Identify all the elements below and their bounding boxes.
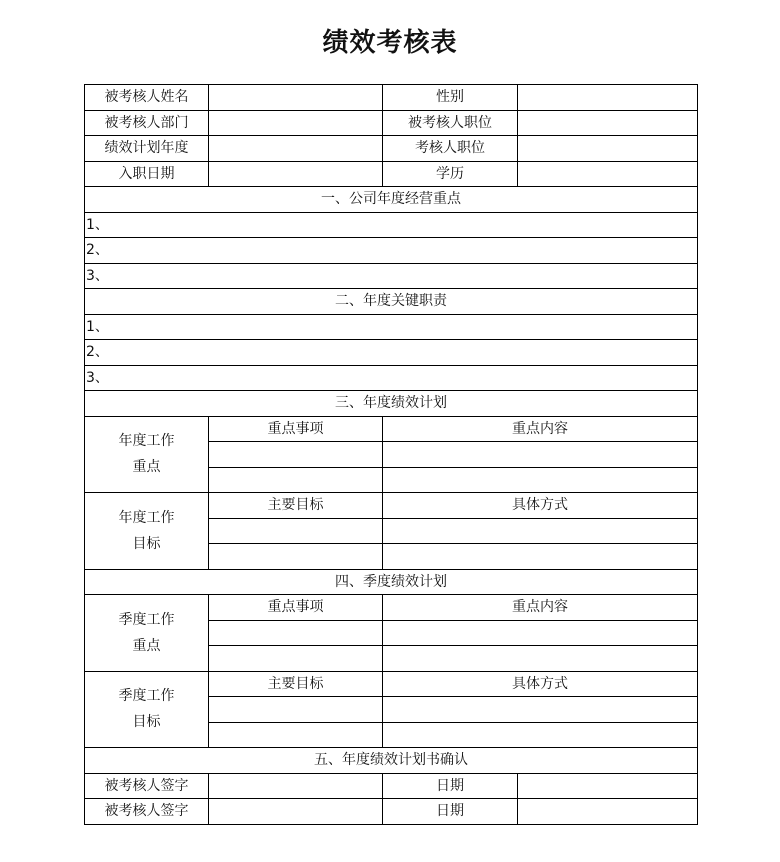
position-field[interactable]: [518, 110, 698, 136]
reviewer-field[interactable]: [518, 136, 698, 162]
basic-row-join: [85, 161, 698, 187]
section5-title: 五、年度绩效计划书确认: [85, 748, 698, 774]
section3-goal-col1: 主要目标: [209, 493, 383, 519]
section4-goal-method-cell[interactable]: [383, 722, 698, 748]
basic-row-year: [85, 136, 698, 162]
section3-goal-method-cell[interactable]: [383, 518, 698, 544]
section4-focus-col2: 重点内容: [383, 595, 698, 621]
join-date-label: 入职日期: [85, 161, 209, 187]
section4-goal-col1: 主要目标: [209, 671, 383, 697]
section2-title: 二、年度关键职责: [85, 289, 698, 315]
section4-focus-item-cell[interactable]: [209, 620, 383, 646]
section3-goal-item-cell[interactable]: [209, 518, 383, 544]
section3-focus-content-cell[interactable]: [383, 442, 698, 468]
section4-focus-item-cell[interactable]: [209, 646, 383, 672]
section3-goal-label: 年度工作 目标: [85, 493, 209, 570]
reviewer-label: 考核人职位: [383, 136, 518, 162]
section4-title: 四、季度绩效计划: [85, 569, 698, 595]
section4-goal-method-cell[interactable]: [383, 697, 698, 723]
section1-item-1[interactable]: 1、: [85, 212, 698, 238]
basic-row-dept: [85, 110, 698, 136]
signature-label: 被考核人签字: [85, 773, 209, 799]
gender-field[interactable]: [518, 85, 698, 111]
date-field[interactable]: [518, 799, 698, 825]
name-label: 被考核人姓名: [85, 85, 209, 111]
section4-focus-label: 季度工作 重点: [85, 595, 209, 672]
dept-field[interactable]: [209, 110, 383, 136]
date-label: 日期: [383, 773, 518, 799]
name-field[interactable]: [209, 85, 383, 111]
signature-label: 被考核人签字: [85, 799, 209, 825]
section2-item-1[interactable]: 1、: [85, 314, 698, 340]
section4-focus-col1: 重点事项: [209, 595, 383, 621]
section3-focus-item-cell[interactable]: [209, 442, 383, 468]
section4-goal-item-cell[interactable]: [209, 697, 383, 723]
section3-goal-item-cell[interactable]: [209, 544, 383, 570]
section4-focus-content-cell[interactable]: [383, 646, 698, 672]
position-label: 被考核人职位: [383, 110, 518, 136]
section1-item-3[interactable]: 3、: [85, 263, 698, 289]
section3-goal-col2: 具体方式: [383, 493, 698, 519]
signature-field[interactable]: [209, 773, 383, 799]
year-field[interactable]: [209, 136, 383, 162]
section2-item-2[interactable]: 2、: [85, 340, 698, 366]
basic-row-name: [85, 85, 698, 111]
section1-title: 一、公司年度经营重点: [85, 187, 698, 213]
section3-focus-col2: 重点内容: [383, 416, 698, 442]
section4-focus-content-cell[interactable]: [383, 620, 698, 646]
section4-goal-col2: 具体方式: [383, 671, 698, 697]
join-date-field[interactable]: [209, 161, 383, 187]
section3-focus-label: 年度工作 重点: [85, 416, 209, 493]
section4-goal-label: 季度工作 目标: [85, 671, 209, 748]
section3-focus-item-cell[interactable]: [209, 467, 383, 493]
gender-label: 性别: [383, 85, 518, 111]
section1-item-2[interactable]: 2、: [85, 238, 698, 264]
date-field[interactable]: [518, 773, 698, 799]
section3-title: 三、年度绩效计划: [85, 391, 698, 417]
section3-goal-method-cell[interactable]: [383, 544, 698, 570]
performance-review-form: [84, 84, 698, 825]
date-label: 日期: [383, 799, 518, 825]
signature-field[interactable]: [209, 799, 383, 825]
dept-label: 被考核人部门: [85, 110, 209, 136]
page-title: 绩效考核表: [322, 28, 458, 58]
section2-item-3[interactable]: 3、: [85, 365, 698, 391]
section3-focus-content-cell[interactable]: [383, 467, 698, 493]
education-label: 学历: [383, 161, 518, 187]
education-field[interactable]: [518, 161, 698, 187]
section4-goal-item-cell[interactable]: [209, 722, 383, 748]
year-label: 绩效计划年度: [85, 136, 209, 162]
section3-focus-col1: 重点事项: [209, 416, 383, 442]
